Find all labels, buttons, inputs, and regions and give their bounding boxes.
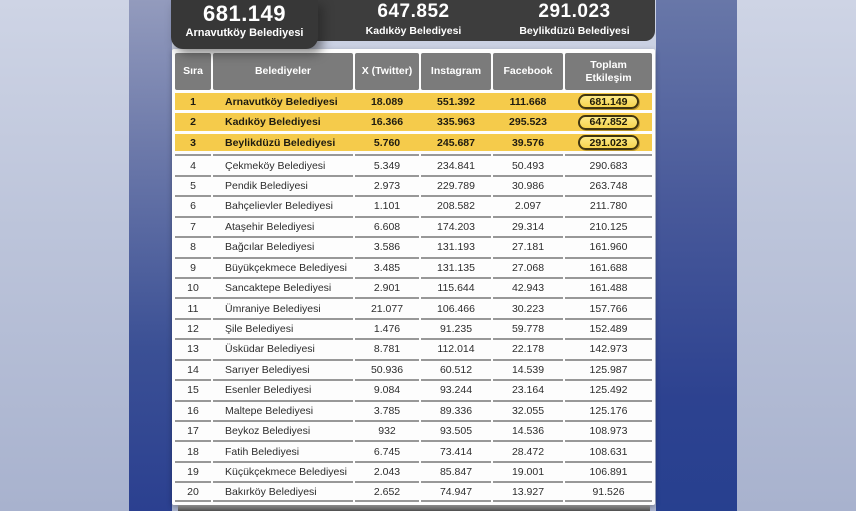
total-value: 152.489 [589, 323, 628, 336]
cell-rank: 6 [175, 195, 211, 215]
table-row [175, 338, 652, 358]
cell-total [565, 359, 652, 379]
summary-value: 291.023 [538, 1, 611, 22]
cell-instagram: 91.235 [421, 318, 491, 338]
cell-total [565, 175, 652, 195]
cell-facebook: 14.536 [493, 420, 563, 440]
cell-rank: 17 [175, 420, 211, 440]
total-value: 161.688 [589, 261, 628, 274]
column-header-twitter: X (Twitter) [355, 53, 419, 90]
cell-facebook: 30.986 [493, 175, 563, 195]
cell-municipality: Ataşehir Belediyesi [213, 216, 353, 236]
cell-municipality: Büyükçekmece Belediyesi [213, 257, 353, 277]
column-header-municipality: Belediyeler [213, 53, 353, 90]
cell-rank: 18 [175, 440, 211, 460]
cell-facebook: 59.778 [493, 318, 563, 338]
table-row [175, 318, 652, 338]
summary-value: 681.149 [202, 1, 287, 26]
cell-twitter: 2.973 [355, 175, 419, 195]
cell-total [565, 338, 652, 358]
cell-total [565, 195, 652, 215]
total-badge: 647.852 [578, 115, 640, 130]
total-value: 263.748 [589, 179, 628, 192]
cell-rank: 9 [175, 257, 211, 277]
total-value: 161.488 [589, 282, 628, 295]
background-right-band [656, 0, 737, 511]
table-row [175, 420, 652, 440]
cell-instagram: 93.244 [421, 379, 491, 399]
cell-facebook: 30.223 [493, 297, 563, 317]
cell-instagram: 73.414 [421, 440, 491, 460]
cell-twitter: 3.586 [355, 236, 419, 256]
summary-item-third [494, 0, 655, 41]
table-row [175, 359, 652, 379]
cell-instagram: 85.847 [421, 461, 491, 481]
cell-twitter: 1.476 [355, 318, 419, 338]
cell-twitter: 8.781 [355, 338, 419, 358]
cell-municipality: Bahçelievler Belediyesi [213, 195, 353, 215]
summary-value: 647.852 [377, 1, 450, 22]
cell-rank: 4 [175, 154, 211, 174]
cell-instagram: 106.466 [421, 297, 491, 317]
cell-facebook: 27.068 [493, 257, 563, 277]
cell-twitter: 2.043 [355, 461, 419, 481]
cell-total [565, 277, 652, 297]
cell-instagram: 245.687 [437, 136, 475, 149]
total-badge: 681.149 [578, 94, 640, 109]
cell-instagram: 208.582 [421, 195, 491, 215]
column-header-rank: Sıra [175, 53, 211, 90]
cell-rank: 11 [175, 297, 211, 317]
cell-total [565, 318, 652, 338]
cell-total [565, 297, 652, 317]
cell-instagram: 131.135 [421, 257, 491, 277]
cell-twitter: 2.652 [355, 481, 419, 501]
total-value: 211.780 [589, 200, 628, 213]
total-value: 161.960 [589, 241, 628, 254]
cell-instagram: 89.336 [421, 400, 491, 420]
cell-facebook: 22.178 [493, 338, 563, 358]
table-row [175, 113, 652, 133]
cell-instagram: 174.203 [421, 216, 491, 236]
cell-instagram: 74.947 [421, 481, 491, 501]
summary-item-second [333, 0, 494, 41]
cell-twitter: 3.485 [355, 257, 419, 277]
cell-municipality: Üsküdar Belediyesi [213, 338, 353, 358]
cell-facebook: 295.523 [509, 116, 547, 129]
cell-twitter: 2.901 [355, 277, 419, 297]
table-row [175, 400, 652, 420]
column-header-facebook: Facebook [493, 53, 563, 90]
cell-twitter: 50.936 [355, 359, 419, 379]
cell-total [565, 134, 652, 151]
cell-rank: 19 [175, 461, 211, 481]
cell-municipality: Bakırköy Belediyesi [213, 481, 353, 501]
cell-total [565, 461, 652, 481]
cell-municipality: Kadıköy Belediyesi [225, 116, 321, 129]
cell-instagram: 131.193 [421, 236, 491, 256]
summary-card-first [171, 0, 318, 49]
table-body [175, 93, 652, 502]
cell-municipality: Ümraniye Belediyesi [213, 297, 353, 317]
cell-rank: 8 [175, 236, 211, 256]
table-row [175, 236, 652, 256]
cell-twitter: 21.077 [355, 297, 419, 317]
total-value: 125.176 [589, 404, 628, 417]
cell-instagram: 234.841 [421, 154, 491, 174]
cell-total [565, 440, 652, 460]
cell-municipality: Maltepe Belediyesi [213, 400, 353, 420]
cell-facebook: 28.472 [493, 440, 563, 460]
cell-instagram: 60.512 [421, 359, 491, 379]
table-row [175, 440, 652, 460]
cell-facebook: 111.668 [509, 95, 547, 108]
table-row [175, 216, 652, 236]
cell-instagram: 112.014 [421, 338, 491, 358]
cell-facebook: 42.943 [493, 277, 563, 297]
cell-municipality: Sarıyer Belediyesi [213, 359, 353, 379]
cell-twitter: 3.785 [355, 400, 419, 420]
cell-twitter: 5.760 [373, 136, 401, 149]
cell-instagram: 115.644 [421, 277, 491, 297]
total-value: 157.766 [589, 302, 628, 315]
total-badge: 291.023 [578, 135, 640, 150]
cell-twitter: 5.349 [355, 154, 419, 174]
cell-municipality: Bağcılar Belediyesi [213, 236, 353, 256]
ranking-table [172, 49, 655, 505]
cell-municipality: Beykoz Belediyesi [213, 420, 353, 440]
column-header-total: Toplam Etkileşim [565, 53, 652, 90]
total-value: 108.973 [589, 425, 628, 438]
cell-total [565, 93, 652, 110]
cell-rank: 13 [175, 338, 211, 358]
background-left-band [129, 0, 172, 511]
cell-twitter: 16.366 [370, 116, 404, 129]
cell-rank: 3 [190, 136, 196, 149]
cell-instagram: 229.789 [421, 175, 491, 195]
summary-label: Kadıköy Belediyesi [365, 24, 462, 37]
cell-municipality: Çekmeköy Belediyesi [213, 154, 353, 174]
cell-facebook: 19.001 [493, 461, 563, 481]
table-row [175, 195, 652, 215]
cell-facebook: 2.097 [493, 195, 563, 215]
cell-facebook: 13.927 [493, 481, 563, 501]
cell-total [565, 420, 652, 440]
cell-municipality: Küçükçekmece Belediyesi [213, 461, 353, 481]
cell-twitter: 1.101 [355, 195, 419, 215]
cell-twitter: 6.745 [355, 440, 419, 460]
total-value: 125.492 [589, 384, 628, 397]
cell-facebook: 39.576 [511, 136, 545, 149]
total-value: 108.631 [589, 445, 628, 458]
cell-total [565, 216, 652, 236]
cell-municipality: Beylikdüzü Belediyesi [225, 136, 336, 149]
cell-facebook: 32.055 [493, 400, 563, 420]
summary-label: Arnavutköy Belediyesi [185, 27, 304, 40]
cell-total [565, 154, 652, 174]
cell-facebook: 50.493 [493, 154, 563, 174]
cell-twitter: 6.608 [355, 216, 419, 236]
table-row [175, 257, 652, 277]
cell-rank: 20 [175, 481, 211, 501]
cell-rank: 15 [175, 379, 211, 399]
total-value: 210.125 [589, 220, 628, 233]
cell-facebook: 27.181 [493, 236, 563, 256]
table-row [175, 154, 652, 174]
cell-total [565, 113, 652, 130]
cell-twitter: 932 [355, 420, 419, 440]
total-value: 125.987 [589, 363, 628, 376]
cell-twitter: 9.084 [355, 379, 419, 399]
cell-facebook: 14.539 [493, 359, 563, 379]
cell-rank: 10 [175, 277, 211, 297]
cell-rank: 5 [175, 175, 211, 195]
cell-rank: 7 [175, 216, 211, 236]
cell-municipality: Şile Belediyesi [213, 318, 353, 338]
cell-twitter: 18.089 [370, 95, 404, 108]
cell-rank: 2 [190, 116, 196, 129]
cell-total [565, 257, 652, 277]
total-value: 91.526 [592, 485, 625, 498]
total-value: 142.973 [589, 343, 628, 356]
table-row [175, 297, 652, 317]
cell-instagram: 93.505 [421, 420, 491, 440]
table-row [175, 175, 652, 195]
cell-total [565, 400, 652, 420]
column-header-instagram: Instagram [421, 53, 491, 90]
table-row [175, 134, 652, 154]
summary-label: Beylikdüzü Belediyesi [519, 24, 630, 37]
cell-rank: 12 [175, 318, 211, 338]
cell-rank: 1 [190, 95, 196, 108]
table-row [175, 481, 652, 501]
cell-municipality: Fatih Belediyesi [213, 440, 353, 460]
cell-total [565, 236, 652, 256]
total-value: 106.891 [589, 466, 628, 479]
cell-municipality: Pendik Belediyesi [213, 175, 353, 195]
cell-total [565, 481, 652, 501]
cell-municipality: Esenler Belediyesi [213, 379, 353, 399]
table-header [175, 53, 652, 90]
cell-municipality: Arnavutköy Belediyesi [225, 95, 338, 108]
cell-facebook: 29.314 [493, 216, 563, 236]
table-row [175, 277, 652, 297]
cell-municipality: Sancaktepe Belediyesi [213, 277, 353, 297]
table-row [175, 379, 652, 399]
cell-instagram: 551.392 [437, 95, 475, 108]
cell-rank: 16 [175, 400, 211, 420]
table-row [175, 93, 652, 113]
cell-instagram: 335.963 [437, 116, 475, 129]
cell-total [565, 379, 652, 399]
table-row [175, 461, 652, 481]
cell-rank: 14 [175, 359, 211, 379]
total-value: 290.683 [589, 159, 628, 172]
cell-facebook: 23.164 [493, 379, 563, 399]
